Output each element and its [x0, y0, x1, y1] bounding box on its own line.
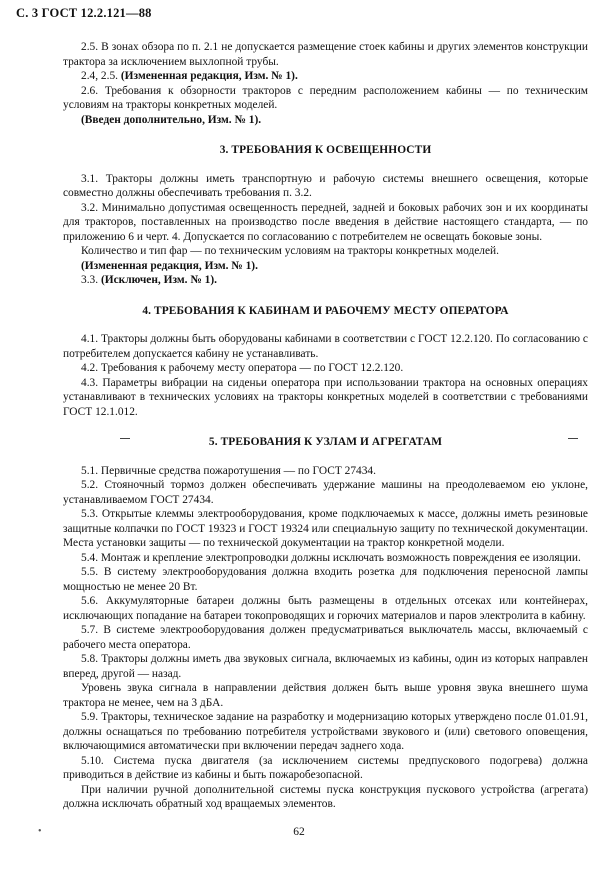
paragraph-3-1: 3.1. Тракторы должны иметь транспортную и рабочую системы внешнего освещения, которые совместно должны обеспечивать требования п. 3.2. [63, 172, 588, 199]
scan-mark-left [120, 438, 130, 439]
amendment-note-2-4-2-5 [63, 69, 588, 84]
paragraph-5-7: 5.7. В системе электрооборудования должен предусматриваться выключатель массы, включаемый с рабочего места оператора. [63, 624, 588, 651]
paragraph-5-8-sound: Уровень звука сигнала в направлении действия должен быть выше уровня звука внешнего шума трактора не менее, чем на 3 дБА. [63, 682, 588, 709]
paragraph-5-2: 5.2. Стояночный тормоз должен обеспечивать удержание машины на преодолеваемом ею уклоне, устанавливаемом ГОСТ 27434. [63, 479, 588, 506]
paragraph-5-5: 5.5. В систему электрооборудования должна входить розетка для подключения переносной лампы мощностью не менее 20 Вт. [63, 566, 588, 593]
page-number: 62 [293, 826, 305, 838]
paragraph-5-6: 5.6. Аккумуляторные батареи должны быть размещены в отдельных отсеках или контейнерах, исключающих попадание на батареи токопроводящих и горючих материалов и паров электролита в кабину. [63, 595, 588, 622]
paragraph-3-2-lamps: Количество и тип фар — по техническим условиям на тракторы конкретных моделей. [81, 245, 499, 257]
paragraph-5-10: 5.10. Система пуска двигателя (за исключением системы предпускового подогрева) должна приводиться в действие из кабины и быть пожаробезопасной. [63, 754, 588, 781]
scan-dot: • [38, 826, 42, 837]
paragraph-4-2: 4.2. Требования к рабочему месту оператора — по ГОСТ 12.2.120. [81, 362, 404, 374]
clause-ref: 2.4, 2.5. [81, 70, 121, 82]
paragraph-2-5: 2.5. В зонах обзора по п. 2.1 не допускается размещение стоек кабины и других элементов конструкции трактора за исключением выхлопной трубы. [63, 41, 588, 68]
section-heading-3: 3. ТРЕБОВАНИЯ К ОСВЕЩЕННОСТИ [219, 144, 432, 156]
paragraph-5-8: 5.8. Тракторы должны иметь два звуковых сигнала, включаемых из кабины, один из которых направлен вперед, другой — назад. [63, 653, 588, 680]
body-text [63, 40, 588, 812]
running-header: С. 3 ГОСТ 12.2.121—88 [16, 6, 152, 20]
amendment-note: (Исключен, Изм. № 1). [100, 274, 217, 286]
paragraph-2-6: 2.6. Требования к обзорности тракторов с передним расположением кабины — по техническим условиям на тракторы конкретных моделей. [63, 84, 588, 111]
scan-mark-right [568, 438, 578, 439]
paragraph-4-3: 4.3. Параметры вибрации на сиденьи оператора при использовании трактора на основных операциях устанавливают в технических условиях на тракторы конкретных моделей в соответствии с требованиями ГОСТ 12.1.012. [63, 376, 588, 418]
clause-ref: 3.3. [81, 274, 101, 286]
amendment-note-2-6: (Введен дополнительно, Изм. № 1). [81, 113, 262, 126]
paragraph-5-1: 5.1. Первичные средства пожаротушения — по ГОСТ 27434. [81, 464, 376, 477]
amendment-note-3-2: (Измененная редакция, Изм. № 1). [81, 259, 258, 272]
amendment-note: (Измененная редакция, Изм. № 1). [120, 70, 298, 82]
paragraph-3-3 [63, 273, 588, 288]
paragraph-5-10-manual: При наличии ручной дополнительной системы пуска конструкция пускового устройства (агрегата) должна исключать обратный ход вращаемых элементов. [63, 783, 588, 810]
section-heading-5: 5. ТРЕБОВАНИЯ К УЗЛАМ И АГРЕГАТАМ [208, 436, 443, 448]
paragraph-4-1: 4.1. Тракторы должны быть оборудованы кабинами в соответствии с ГОСТ 12.2.120. По согласованию с потребителем допускается кабину не устанавливать. [63, 333, 588, 360]
paragraph-5-3: 5.3. Открытые клеммы электрооборудования, кроме подключаемых к массе, должны иметь резиновые защитные колпачки по ГОСТ 19323 и ГОСТ 19324 или специальную защиту по технической документации. Места установки защиты — по технической документации на трактор конкретной модели. [63, 508, 588, 549]
paragraph-5-4: 5.4. Монтаж и крепление электропроводки должны исключать возможность повреждения ее изоляции. [81, 551, 581, 564]
paragraph-3-2: 3.2. Минимально допустимая освещенность передней, задней и боковых рабочих зон и их координаты для тракторов, поставленных на производство после введения в действие настоящего стандарта, — по приложению 6 и черт. 4. Допускается по согласованию с потребителем не освещать боковые зоны. [63, 201, 588, 243]
paragraph-5-9: 5.9. Тракторы, техническое задание на разработку и модернизацию которых утверждено после 01.01.91, должны оснащаться по требованию потребителя устройствами звукового и (или) светового оповещения, включающимися автоматически при включении передач заднего хода. [63, 711, 588, 752]
section-heading-4: 4. ТРЕБОВАНИЯ К КАБИНАМ И РАБОЧЕМУ МЕСТУ ОПЕРАТОРА [142, 304, 509, 317]
